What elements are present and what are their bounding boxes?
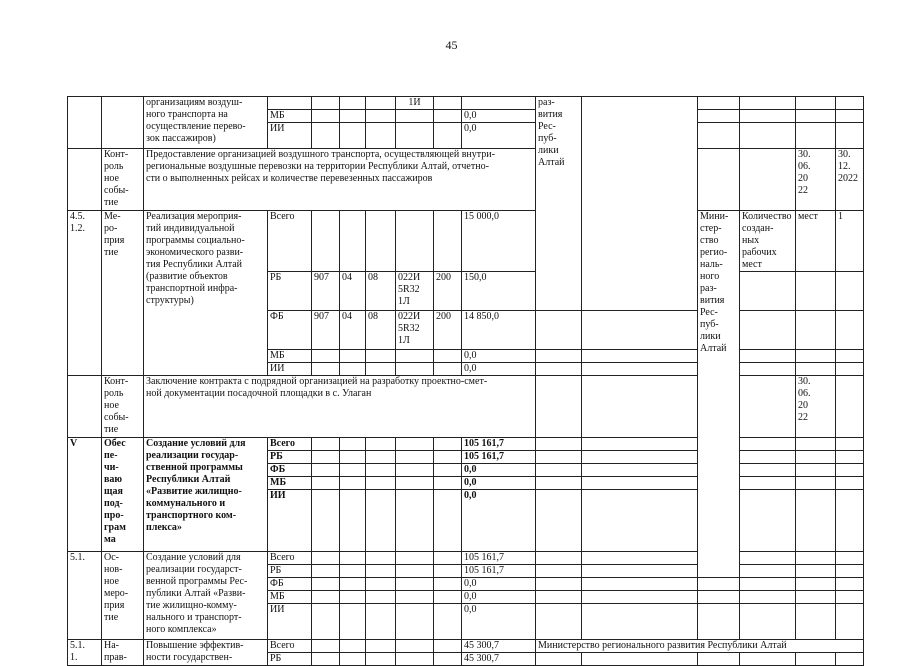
start-date: 30. 06. 20 22	[796, 376, 836, 438]
program-table	[67, 96, 864, 666]
funding-source: ИИ	[268, 490, 312, 552]
row-number: 5.1.	[68, 552, 102, 640]
amount: 14 850,0	[462, 311, 536, 350]
funding-source: ИИ	[268, 123, 312, 149]
measure-description: Повышение эффектив- ности государствен-	[144, 640, 268, 666]
funding-source: ФБ	[268, 311, 312, 350]
funding-source: РБ	[268, 653, 312, 666]
table-row	[68, 552, 864, 565]
funding-source: Всего	[268, 552, 312, 565]
target-article-code: 022И 5R32 1Л	[396, 311, 434, 350]
funding-source: МБ	[268, 591, 312, 604]
amount: 0,0	[462, 591, 536, 604]
indicator-value: 1	[836, 211, 864, 272]
amount: 0,0	[462, 477, 536, 490]
funding-source: РБ	[268, 451, 312, 464]
control-event-description: Заключение контракта с подрядной организацией на разработку проектно-смет- ной документации посадочной площадки в с. Улаган	[144, 376, 536, 438]
amount: 0,0	[462, 604, 536, 640]
measure-description: Создание условий для реализации государст- венной программы Рес- публики Алтай «Разви- тие жилищно-комму- нального и транспорт- ного комплекса»	[144, 552, 268, 640]
executor: Мини- стер- ство регио- наль- ного раз- вития Рес- пуб- лики Алтай	[698, 211, 740, 578]
table-row	[68, 149, 864, 211]
amount: 0,0	[462, 578, 536, 591]
funding-source: РБ	[268, 565, 312, 578]
grbs-code: 907	[312, 272, 340, 311]
funding-source: ИИ	[268, 604, 312, 640]
executor: Министерство регионального развития Республики Алтай	[536, 640, 864, 653]
subsection-code: 08	[366, 311, 396, 350]
row-kind: Ос- нов- ное меро- прия тие	[102, 552, 144, 640]
funding-source: МБ	[268, 110, 312, 123]
funding-source: ФБ	[268, 464, 312, 477]
subprogram-description: Создание условий для реализации государ- ственной программы Республики Алтай «Развитие жилищно- коммунального и транспортного ком- плекса»	[144, 438, 268, 552]
amount: 105 161,7	[462, 451, 536, 464]
row-kind: Конт- роль ное собы- тие	[102, 149, 144, 211]
amount: 15 000,0	[462, 211, 536, 272]
indicator: Количество создан- ных рабочих мест	[740, 211, 796, 272]
funding-source: Всего	[268, 211, 312, 272]
control-event-description: Предоставление организацией воздушного транспорта, осуществляющей внутри- региональные воздушные перевозки на территории Республики Алтай, отчетно- сти о выполненных рейсах и количестве перевезенных пассажиров	[144, 149, 536, 211]
target-article-code: 022И 5R32 1Л	[396, 272, 434, 311]
table-row	[68, 97, 864, 110]
kcsr-fragment: 1И	[396, 97, 434, 110]
grbs-code: 907	[312, 311, 340, 350]
subsection-code: 08	[366, 272, 396, 311]
amount: 105 161,7	[462, 565, 536, 578]
row-kind: На- прав-	[102, 640, 144, 666]
amount: 0,0	[462, 350, 536, 363]
end-date: 30. 12. 2022	[836, 149, 864, 211]
table-row	[68, 438, 864, 451]
page-number: 45	[445, 38, 458, 52]
amount: 105 161,7	[462, 438, 536, 451]
funding-source: МБ	[268, 350, 312, 363]
row-kind: Обес пе- чи- ваю щая под- про- грам ма	[102, 438, 144, 552]
row-kind: Ме- ро- прия тие	[102, 211, 144, 376]
funding-source: ФБ	[268, 578, 312, 591]
table-row	[68, 640, 864, 653]
amount: 105 161,7	[462, 552, 536, 565]
funding-source: Всего	[268, 640, 312, 653]
amount: 45 300,7	[462, 640, 536, 653]
expense-type-code: 200	[434, 311, 462, 350]
executor: раз- вития Рес- пуб- лики Алтай	[536, 97, 582, 311]
row-number: 4.5. 1.2.	[68, 211, 102, 376]
row-kind: Конт- роль ное собы- тие	[102, 376, 144, 438]
amount: 0,0	[462, 464, 536, 477]
table-row	[68, 376, 864, 438]
amount: 0,0	[462, 110, 536, 123]
section-code: 04	[340, 311, 366, 350]
section-code: 04	[340, 272, 366, 311]
amount: 0,0	[462, 490, 536, 552]
amount: 45 300,7	[462, 653, 536, 666]
measure-description: организациям воздуш- ного транспорта на осуществление перево- зок пассажиров)	[144, 97, 268, 149]
expense-type-code: 200	[434, 272, 462, 311]
funding-source: Всего	[268, 438, 312, 451]
amount: 0,0	[462, 363, 536, 376]
amount: 150,0	[462, 272, 536, 311]
amount: 0,0	[462, 123, 536, 149]
row-number: V	[68, 438, 102, 552]
funding-source: МБ	[268, 477, 312, 490]
start-date: 30. 06. 20 22	[796, 149, 836, 211]
table-row	[68, 211, 864, 272]
funding-source: РБ	[268, 272, 312, 311]
row-number: 5.1. 1.	[68, 640, 102, 666]
unit: мест	[796, 211, 836, 272]
measure-description: Реализация мероприя- тий индивидуальной программы социально- экономического разви- тия Республики Алтай (развитие объектов транспортной инфра- структуры)	[144, 211, 268, 376]
funding-source: ИИ	[268, 363, 312, 376]
